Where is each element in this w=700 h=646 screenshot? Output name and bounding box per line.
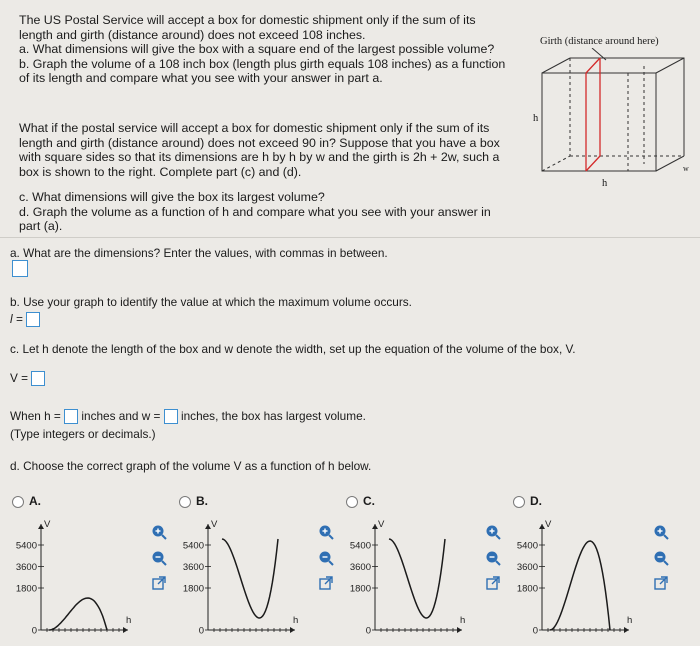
question-c-line (10, 371, 45, 386)
when-line (10, 409, 366, 424)
x-axis-label: h (126, 615, 132, 626)
option-graph (509, 512, 659, 642)
y-tick-label: 1800 (15, 583, 37, 595)
option-label: A. (29, 494, 41, 508)
y-axis-label: V (378, 519, 385, 530)
diagram-label-h-side: h (533, 113, 539, 124)
x-axis-arrow (123, 627, 128, 633)
popout-icon[interactable] (652, 574, 670, 592)
diagram-caption: Girth (distance around here) (540, 36, 659, 47)
x-axis-arrow (290, 627, 295, 633)
zoom-in-icon[interactable] (317, 523, 335, 541)
diagram-label-h-bottom: h (602, 178, 608, 189)
answer-w-input[interactable] (164, 409, 178, 424)
option-graph (8, 512, 158, 642)
option-label: C. (363, 494, 375, 508)
y-axis-label: V (44, 519, 51, 530)
y-tick-label: 5400 (516, 540, 538, 552)
question-b-var: l = (10, 312, 23, 326)
y-tick-label: 0 (31, 625, 37, 637)
answer-b-input[interactable] (26, 312, 40, 327)
volume-curve (222, 539, 278, 618)
y-tick-label: 0 (198, 625, 204, 637)
zoom-out-icon[interactable] (317, 549, 335, 567)
option-label: D. (530, 494, 542, 508)
volume-curve (550, 541, 610, 630)
intro-paragraph-2: What if the postal service will accept a box for domestic shipment only if the sum of its length and girth (distance around) does not exceed 90 in? Suppose that you have a box with square sides so that its dimensions are h by h by w and the girth is 2h + 2w, such a box is shown to the right. Complete part (c) and (d). (19, 121, 500, 179)
option-c-radio[interactable] (346, 496, 358, 508)
popout-icon[interactable] (317, 574, 335, 592)
y-tick-label: 0 (365, 625, 371, 637)
when-prefix: When h = (10, 409, 61, 423)
intro-paragraph-3: c. What dimensions will give the box its largest volume? d. Graph the volume as a function of h and compare what you see with your answer in part (a). (19, 190, 491, 234)
zoom-in-icon[interactable] (484, 523, 502, 541)
zoom-out-icon[interactable] (484, 549, 502, 567)
intro-paragraph-1: The US Postal Service will accept a box for domestic shipment only if the sum of its length and girth (distance around) does not exceed 108 inches. a. What dimensions will give the box with a square end of the largest possible volume? b. Graph the volume of a 108 inch box (length plus girth equals 108 inches) as a function of its length and compare what you see with your answer in part a. (19, 13, 506, 86)
zoom-out-icon[interactable] (150, 549, 168, 567)
y-tick-label: 5400 (15, 540, 37, 552)
y-tick-label: 3600 (349, 562, 371, 573)
y-tick-label: 0 (532, 625, 538, 637)
divider (0, 237, 700, 238)
x-axis-arrow (624, 627, 629, 633)
y-axis-label: V (211, 519, 218, 530)
option-graph (175, 512, 325, 642)
answer-h-input[interactable] (64, 409, 78, 424)
zoom-in-icon[interactable] (652, 523, 670, 541)
when-suffix: inches, the box has largest volume. (180, 409, 366, 423)
box-diagram (520, 48, 695, 190)
answer-c-input[interactable] (31, 371, 45, 386)
x-axis-label: h (293, 615, 299, 626)
option-a-radio[interactable] (12, 496, 24, 508)
y-axis-label: V (545, 519, 552, 530)
volume-curve (49, 598, 107, 630)
y-tick-label: 3600 (182, 562, 204, 573)
option-label: B. (196, 494, 208, 508)
question-c-prompt: c. Let h denote the length of the box and w denote the width, set up the equation of the volume of the box, V. (10, 342, 576, 356)
x-axis-label: h (460, 615, 466, 626)
question-c-var: V = (10, 371, 29, 385)
y-tick-label: 1800 (182, 583, 204, 595)
zoom-in-icon[interactable] (150, 523, 168, 541)
zoom-out-icon[interactable] (652, 549, 670, 567)
option-b-radio[interactable] (179, 496, 191, 508)
y-tick-label: 1800 (516, 583, 538, 595)
y-tick-label: 1800 (349, 583, 371, 595)
option-d-radio[interactable] (513, 496, 525, 508)
answer-a-input[interactable] (12, 260, 28, 277)
when-mid: inches and w = (81, 409, 161, 423)
volume-curve (389, 539, 445, 618)
question-d-prompt: d. Choose the correct graph of the volume V as a function of h below. (10, 459, 372, 473)
diagram-label-w: w (683, 164, 689, 173)
popout-icon[interactable] (150, 574, 168, 592)
question-b-line (10, 312, 40, 327)
question-a-prompt: a. What are the dimensions? Enter the values, with commas in between. (10, 246, 388, 260)
option-graph (342, 512, 492, 642)
x-axis-label: h (627, 615, 633, 626)
popout-icon[interactable] (484, 574, 502, 592)
y-tick-label: 5400 (349, 540, 371, 552)
y-tick-label: 3600 (516, 562, 538, 573)
x-axis-arrow (457, 627, 462, 633)
question-b-prompt: b. Use your graph to identify the value at which the maximum volume occurs. (10, 295, 412, 309)
y-tick-label: 5400 (182, 540, 204, 552)
type-hint: (Type integers or decimals.) (10, 427, 156, 441)
y-tick-label: 3600 (15, 562, 37, 573)
